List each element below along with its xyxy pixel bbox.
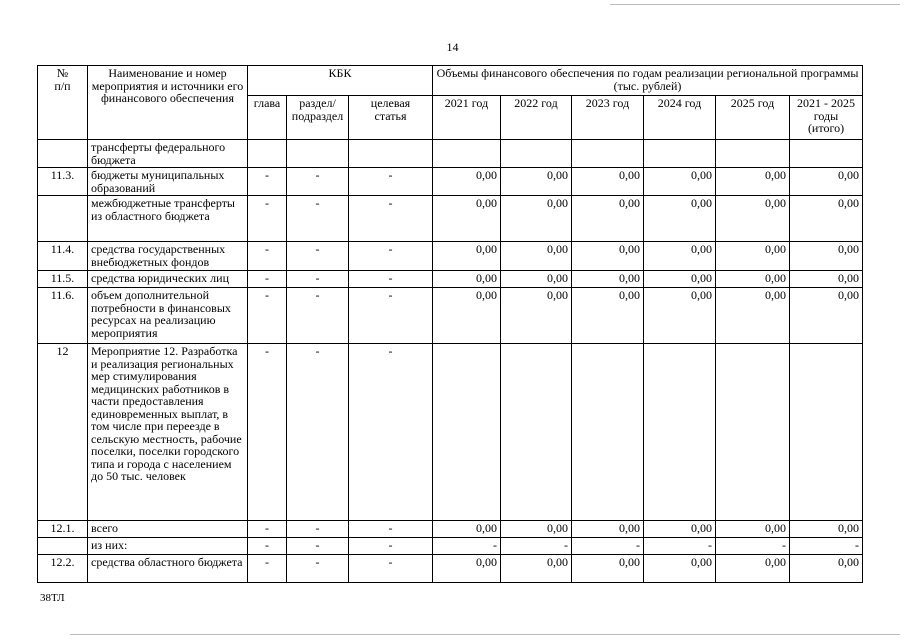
row-razdel: - bbox=[287, 271, 349, 288]
row-statya: - bbox=[349, 538, 433, 555]
header-glava: глава bbox=[248, 96, 287, 140]
row-value-2023: 0,00 bbox=[572, 242, 644, 271]
table-row bbox=[38, 271, 863, 288]
row-glava: - bbox=[248, 538, 287, 555]
row-glava: - bbox=[248, 242, 287, 271]
row-value-2021: 0,00 bbox=[433, 168, 501, 196]
row-statya: - bbox=[349, 271, 433, 288]
row-glava: - bbox=[248, 344, 287, 521]
row-glava bbox=[248, 140, 287, 168]
row-num bbox=[38, 196, 88, 242]
row-value-2025: - bbox=[716, 538, 790, 555]
header-volumes: Объемы финансового обеспечения по годам реализации региональной программы (тыс. рублей) bbox=[433, 66, 863, 96]
row-glava: - bbox=[248, 521, 287, 538]
scan-artifact-top bbox=[610, 4, 900, 5]
row-value-2024: 0,00 bbox=[644, 168, 716, 196]
row-name: всего bbox=[88, 521, 248, 538]
row-statya: - bbox=[349, 288, 433, 344]
row-value-2022: 0,00 bbox=[501, 288, 572, 344]
table-row bbox=[38, 521, 863, 538]
table-row bbox=[38, 538, 863, 555]
row-value-2024: 0,00 bbox=[644, 242, 716, 271]
document-code: 38ТЛ bbox=[40, 592, 65, 604]
row-value-2024 bbox=[644, 140, 716, 168]
row-name: из них: bbox=[88, 538, 248, 555]
row-value-2025 bbox=[716, 140, 790, 168]
table-row bbox=[38, 196, 863, 242]
header-year-2021: 2021 год bbox=[433, 96, 501, 140]
table-body bbox=[38, 140, 863, 583]
header-statya: целевая статья bbox=[349, 96, 433, 140]
row-value-2023: 0,00 bbox=[572, 168, 644, 196]
row-value-2025: 0,00 bbox=[716, 521, 790, 538]
header-kbk: КБК bbox=[248, 66, 433, 96]
header-year-2023: 2023 год bbox=[572, 96, 644, 140]
row-value-total bbox=[790, 344, 863, 521]
row-glava: - bbox=[248, 196, 287, 242]
row-value-2024: 0,00 bbox=[644, 288, 716, 344]
table-row bbox=[38, 140, 863, 168]
row-value-2024: 0,00 bbox=[644, 271, 716, 288]
row-value-2021 bbox=[433, 344, 501, 521]
scan-artifact-bottom bbox=[70, 634, 900, 635]
row-glava: - bbox=[248, 555, 287, 583]
row-value-2021 bbox=[433, 140, 501, 168]
header-year-2025: 2025 год bbox=[716, 96, 790, 140]
row-value-2022: 0,00 bbox=[501, 242, 572, 271]
table-row bbox=[38, 242, 863, 271]
row-value-2022 bbox=[501, 140, 572, 168]
row-razdel: - bbox=[287, 168, 349, 196]
row-value-2021: 0,00 bbox=[433, 288, 501, 344]
row-value-2022: 0,00 bbox=[501, 168, 572, 196]
row-value-2024 bbox=[644, 344, 716, 521]
header-year-2022: 2022 год bbox=[501, 96, 572, 140]
row-value-2022 bbox=[501, 344, 572, 521]
row-statya: - bbox=[349, 242, 433, 271]
row-num bbox=[38, 538, 88, 555]
row-value-2021: 0,00 bbox=[433, 196, 501, 242]
row-value-2021: 0,00 bbox=[433, 242, 501, 271]
row-name: средства областного бюджета bbox=[88, 555, 248, 583]
row-razdel: - bbox=[287, 242, 349, 271]
row-value-2021: 0,00 bbox=[433, 555, 501, 583]
row-value-2022: - bbox=[501, 538, 572, 555]
row-name: средства государственных внебюджетных фондов bbox=[88, 242, 248, 271]
row-value-total: 0,00 bbox=[790, 271, 863, 288]
row-statya: - bbox=[349, 555, 433, 583]
row-value-2023 bbox=[572, 344, 644, 521]
row-value-2024: 0,00 bbox=[644, 521, 716, 538]
header-name: Наименование и номер мероприятия и источники его финансового обеспечения bbox=[88, 66, 248, 140]
row-num: 11.3. bbox=[38, 168, 88, 196]
row-name: средства юридических лиц bbox=[88, 271, 248, 288]
row-value-2025 bbox=[716, 344, 790, 521]
row-value-2023: 0,00 bbox=[572, 196, 644, 242]
row-value-2022: 0,00 bbox=[501, 196, 572, 242]
header-year-2024: 2024 год bbox=[644, 96, 716, 140]
row-value-2021: 0,00 bbox=[433, 521, 501, 538]
row-value-2025: 0,00 bbox=[716, 196, 790, 242]
row-razdel: - bbox=[287, 344, 349, 521]
row-value-total: 0,00 bbox=[790, 242, 863, 271]
header-total: 2021 - 2025 годы (итого) bbox=[790, 96, 863, 140]
row-value-total bbox=[790, 140, 863, 168]
row-value-2024: 0,00 bbox=[644, 196, 716, 242]
row-statya: - bbox=[349, 521, 433, 538]
row-statya: - bbox=[349, 196, 433, 242]
row-value-2023: 0,00 bbox=[572, 288, 644, 344]
table-row bbox=[38, 288, 863, 344]
row-razdel bbox=[287, 140, 349, 168]
row-num: 12.2. bbox=[38, 555, 88, 583]
row-value-2024: 0,00 bbox=[644, 555, 716, 583]
row-glava: - bbox=[248, 288, 287, 344]
row-razdel: - bbox=[287, 521, 349, 538]
row-value-2025: 0,00 bbox=[716, 242, 790, 271]
row-value-2022: 0,00 bbox=[501, 271, 572, 288]
row-value-2025: 0,00 bbox=[716, 168, 790, 196]
row-value-2025: 0,00 bbox=[716, 288, 790, 344]
row-value-total: - bbox=[790, 538, 863, 555]
row-value-2024: - bbox=[644, 538, 716, 555]
row-razdel: - bbox=[287, 555, 349, 583]
row-value-2023: 0,00 bbox=[572, 271, 644, 288]
row-name: объем дополнительной потребности в финансовых ресурсах на реализацию мероприятия bbox=[88, 288, 248, 344]
row-name: Мероприятие 12. Разработка и реализация региональных мер стимулирования медицинских работников в части предоставления единовременных выплат, в том числе при переезде в сельскую местность, рабочие поселки, поселки городского типа и города с населением до 50 тыс. человек bbox=[88, 344, 248, 521]
row-value-2021: 0,00 bbox=[433, 271, 501, 288]
header-razdel: раздел/ подраздел bbox=[287, 96, 349, 140]
row-value-2023 bbox=[572, 140, 644, 168]
row-name: бюджеты муниципальных образований bbox=[88, 168, 248, 196]
row-num bbox=[38, 140, 88, 168]
table-header bbox=[38, 66, 863, 140]
row-value-2022: 0,00 bbox=[501, 555, 572, 583]
row-num: 11.5. bbox=[38, 271, 88, 288]
row-num: 12.1. bbox=[38, 521, 88, 538]
row-value-2023: - bbox=[572, 538, 644, 555]
header-num: № п/п bbox=[38, 66, 88, 140]
row-value-total: 0,00 bbox=[790, 196, 863, 242]
row-name: трансферты федерального бюджета bbox=[88, 140, 248, 168]
row-statya bbox=[349, 140, 433, 168]
row-razdel: - bbox=[287, 288, 349, 344]
row-value-total: 0,00 bbox=[790, 168, 863, 196]
row-value-total: 0,00 bbox=[790, 555, 863, 583]
row-value-total: 0,00 bbox=[790, 521, 863, 538]
row-glava: - bbox=[248, 271, 287, 288]
row-statya: - bbox=[349, 168, 433, 196]
row-num: 12 bbox=[38, 344, 88, 521]
row-value-2025: 0,00 bbox=[716, 271, 790, 288]
row-num: 11.6. bbox=[38, 288, 88, 344]
financing-table bbox=[37, 65, 863, 583]
row-value-2023: 0,00 bbox=[572, 521, 644, 538]
row-razdel: - bbox=[287, 538, 349, 555]
row-value-total: 0,00 bbox=[790, 288, 863, 344]
table-row bbox=[38, 344, 863, 521]
row-value-2021: - bbox=[433, 538, 501, 555]
row-value-2022: 0,00 bbox=[501, 521, 572, 538]
table-row bbox=[38, 168, 863, 196]
row-num: 11.4. bbox=[38, 242, 88, 271]
row-glava: - bbox=[248, 168, 287, 196]
page-number: 14 bbox=[446, 40, 459, 54]
table-row bbox=[38, 555, 863, 583]
row-razdel: - bbox=[287, 196, 349, 242]
row-value-2023: 0,00 bbox=[572, 555, 644, 583]
row-name: межбюджетные трансферты из областного бюджета bbox=[88, 196, 248, 242]
row-statya: - bbox=[349, 344, 433, 521]
row-value-2025: 0,00 bbox=[716, 555, 790, 583]
